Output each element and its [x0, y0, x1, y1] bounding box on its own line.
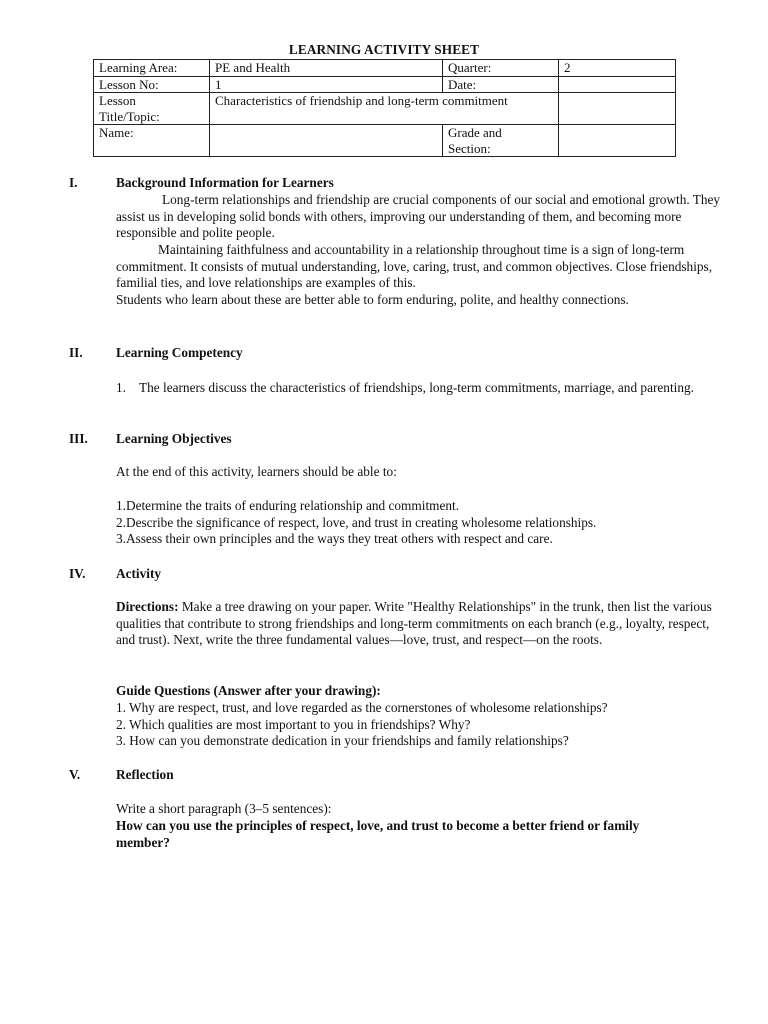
guide-question: 1. Why are respect, trust, and love regarded as the cornerstones of wholesome relationships?	[116, 700, 608, 715]
section-numeral: V.	[69, 767, 81, 782]
lesson-no-label: Lesson No:	[94, 76, 210, 93]
objectives-intro: At the end of this activity, learners should be able to:	[116, 464, 397, 479]
reflection-prompt: How can you use the principles of respect, love, and trust to become a better friend or family member?	[116, 818, 640, 850]
name-value	[210, 125, 443, 157]
list-number: 1.	[116, 380, 126, 395]
name-label: Name:	[94, 125, 210, 157]
grade-section-label	[443, 125, 559, 157]
section-heading: Learning Competency	[116, 345, 243, 360]
section-numeral: III.	[69, 431, 88, 446]
background-paragraph-3: Students who learn about these are better able to form enduring, polite, and healthy connections.	[116, 292, 629, 307]
section-numeral: II.	[69, 345, 83, 360]
guide-question: 3. How can you demonstrate dedication in your friendships and family relationships?	[116, 733, 569, 748]
lesson-title-empty	[559, 93, 676, 125]
date-value	[559, 76, 676, 93]
table-row	[94, 125, 676, 157]
lesson-info-table	[93, 59, 676, 157]
learning-area-label: Learning Area:	[94, 60, 210, 77]
objective-item: 3.Assess their own principles and the ways they treat others with respect and care.	[116, 531, 553, 546]
section-heading: Learning Objectives	[116, 431, 232, 446]
lesson-title-label-line1: Lesson	[99, 93, 136, 108]
quarter-value: 2	[559, 60, 676, 77]
lesson-no-value: 1	[210, 76, 443, 93]
guide-questions-heading: Guide Questions (Answer after your drawing):	[116, 683, 381, 698]
learning-area-value: PE and Health	[210, 60, 443, 77]
competency-text: The learners discuss the characteristics of friendships, long-term commitments, marriage, and parenting.	[139, 380, 694, 395]
table-row	[94, 60, 676, 77]
background-paragraph-2: Maintaining faithfulness and accountability in a relationship throughout time is a sign of long-term commitment. It consists of mutual understanding, love, caring, trust, and common objectives. Close friendships, familial ties, and love relationships are examples of this.	[116, 242, 713, 291]
lesson-title-label	[94, 93, 210, 125]
quarter-label: Quarter:	[443, 60, 559, 77]
objective-item: 2.Describe the significance of respect, love, and trust in creating wholesome relationships.	[116, 515, 597, 530]
lesson-title-value: Characteristics of friendship and long-term commitment	[210, 93, 559, 125]
directions-text: Make a tree drawing on your paper. Write "Healthy Relationships" in the trunk, then list the various qualities that contribute to strong friendships and long-term commitments on each branch (e.g., loyalty, respect, and trust). Next, write the three fundamental values—love, trust, and respect—on the roots.	[116, 599, 712, 648]
directions-paragraph	[116, 599, 724, 649]
table-row	[94, 76, 676, 93]
date-label: Date:	[443, 76, 559, 93]
guide-question: 2. Which qualities are most important to you in friendships? Why?	[116, 717, 471, 732]
directions-label: Directions:	[116, 599, 179, 614]
lesson-title-label-line2: Title/Topic:	[99, 108, 160, 124]
grade-label-line2: Section:	[448, 140, 491, 156]
page-title: LEARNING ACTIVITY SHEET	[288, 42, 480, 57]
section-heading: Background Information for Learners	[116, 175, 334, 190]
grade-section-value	[559, 125, 676, 157]
section-numeral: IV.	[69, 566, 86, 581]
background-paragraph-1: Long-term relationships and friendship are crucial components of our social and emotional growth. They assist us in developing solid bonds with others, improving our understanding of them, and becoming more responsible and polite people.	[116, 192, 721, 241]
reflection-instruction: Write a short paragraph (3–5 sentences):	[116, 801, 332, 816]
objective-item: 1.Determine the traits of enduring relationship and commitment.	[116, 498, 460, 513]
grade-label-line1: Grade and	[448, 125, 502, 140]
table-row	[94, 93, 676, 125]
section-heading: Activity	[116, 566, 162, 581]
section-heading: Reflection	[116, 767, 174, 782]
section-numeral: I.	[69, 175, 78, 190]
